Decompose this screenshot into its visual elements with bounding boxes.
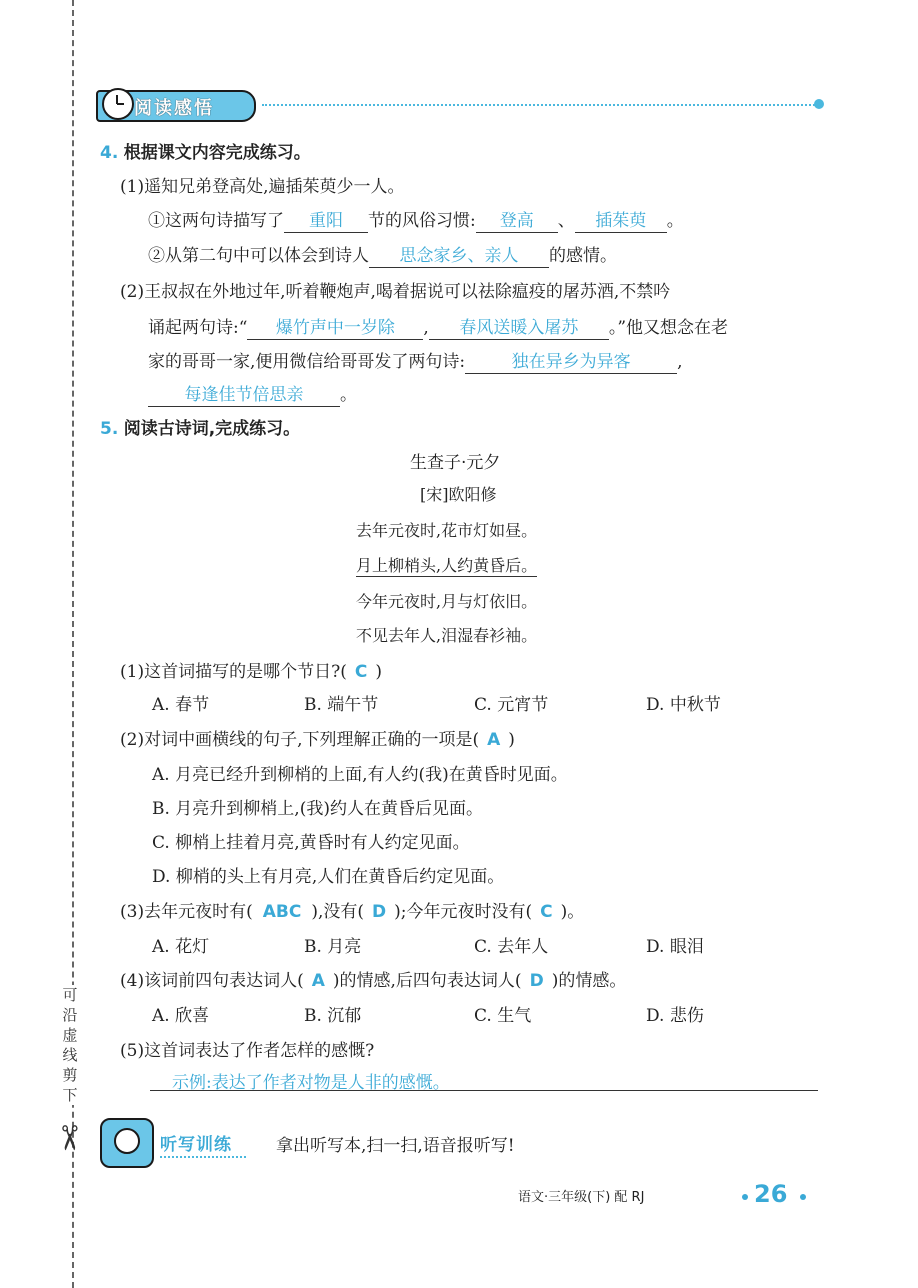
- q5-sub2: (2)对词中画横线的句子,下列理解正确的一项是( A ): [120, 730, 515, 750]
- answer-blank: 登高: [476, 210, 558, 233]
- q4-part1-item2: ②从第二句中可以体会到诗人 思念家乡、亲人 的感情。: [148, 246, 617, 266]
- option: C. 柳梢上挂着月亮,黄昏时有人约定见面。: [152, 833, 470, 853]
- q4-part2-line1: (2)王叔叔在外地过年,听着鞭炮声,喝着据说可以祛除瘟疫的屠苏酒,不禁吟: [120, 282, 671, 302]
- section-header: [96, 84, 836, 124]
- page-dot-left: [742, 1194, 748, 1200]
- clock-icon: [102, 88, 134, 120]
- dictation-divider: [160, 1156, 246, 1158]
- answer-underline: [150, 1090, 818, 1091]
- q4-number: 4.: [100, 143, 119, 163]
- option: C. 元宵节: [474, 695, 549, 715]
- section-badge: [96, 90, 256, 122]
- page-number: 26: [754, 1180, 788, 1208]
- q4-part1-item1: ①这两句诗描写了 重阳 节的风俗习惯: 登高 、 插茱萸 。: [148, 211, 684, 231]
- answer-choice: D: [529, 971, 544, 991]
- answer-choice: ABC: [262, 902, 302, 922]
- answer-blank: 独在异乡为异客: [465, 351, 677, 374]
- q4-part2-line2: 诵起两句诗:“ 爆竹声中一岁除 , 春风送暖入屠苏 。”他又想念在老: [148, 318, 729, 338]
- option: D. 悲伤: [646, 1006, 704, 1026]
- page-dot-right: [800, 1194, 806, 1200]
- q4-part2-line3: 家的哥哥一家,便用微信给哥哥发了两句诗: 独在异乡为异客 ,: [148, 352, 683, 372]
- q5-title: 阅读古诗词,完成练习。: [123, 419, 301, 439]
- q4-part1-prompt: (1)遥知兄弟登高处,遍插茱萸少一人。: [120, 177, 405, 197]
- poem-author: [宋]欧阳修: [420, 485, 497, 504]
- poem-line-underlined: 月上柳梢头,人约黄昏后。: [356, 553, 537, 577]
- option: B. 端午节: [304, 695, 379, 715]
- option: A. 春节: [152, 695, 210, 715]
- answer-blank: 重阳: [284, 210, 368, 233]
- poem-line: 去年元夜时,花市灯如昼。: [356, 521, 538, 540]
- option: D. 眼泪: [646, 937, 704, 957]
- option: D. 柳梢的头上有月亮,人们在黄昏后约定见面。: [152, 867, 505, 887]
- poem-title: 生查子·元夕: [410, 453, 501, 473]
- q5-number: 5.: [100, 419, 119, 439]
- poem-line: 不见去年人,泪湿春衫袖。: [356, 626, 538, 645]
- answer-blank: 每逢佳节倍思亲: [148, 384, 340, 407]
- q4-title: 根据课文内容完成练习。: [123, 143, 311, 163]
- q4-heading: [100, 138, 311, 163]
- answer-choice: A: [487, 730, 501, 750]
- scissors-icon: ✂: [48, 1123, 89, 1153]
- option: B. 月亮: [304, 937, 362, 957]
- q5-sub1: (1)这首词描写的是哪个节日?( C ): [120, 662, 382, 682]
- option: B. 月亮升到柳梢上,(我)约人在黄昏后见面。: [152, 799, 483, 819]
- q5-sub5: (5)这首词表达了作者怎样的感慨?: [120, 1041, 375, 1061]
- poem-line: 今年元夜时,月与灯依旧。: [356, 592, 538, 611]
- answer-blank: 思念家乡、亲人: [369, 245, 549, 268]
- answer-blank: 春风送暖入屠苏: [429, 317, 609, 340]
- answer-blank: 插茱萸: [575, 210, 667, 233]
- option: D. 中秋节: [646, 695, 721, 715]
- answer-choice: A: [311, 971, 325, 991]
- answer-blank: 爆竹声中一岁除: [247, 317, 423, 340]
- section-title: 阅读感悟: [134, 98, 214, 119]
- option: B. 沉郁: [304, 1006, 362, 1026]
- answer-choice: D: [371, 902, 387, 922]
- q5-heading: [100, 414, 300, 439]
- q4-part2-line4: 每逢佳节倍思亲 。: [148, 380, 357, 407]
- option: A. 月亮已经升到柳梢的上面,有人约(我)在黄昏时见面。: [152, 765, 568, 785]
- q5-sub3: (3)去年元夜时有( ABC ),没有( D );今年元夜时没有( C )。: [120, 902, 585, 922]
- headset-icon: [100, 1118, 154, 1168]
- header-divider: [262, 104, 818, 106]
- answer-choice: C: [354, 662, 368, 682]
- q5-sub4: (4)该词前四句表达词人( A )的情感,后四句表达词人( D )的情感。: [120, 971, 627, 991]
- header-divider-end: [814, 99, 824, 109]
- option: C. 去年人: [474, 937, 549, 957]
- answer-choice: C: [540, 902, 553, 922]
- dictation-label: 听写训练: [160, 1135, 232, 1155]
- cut-instruction: 可沿虚线剪下: [58, 985, 82, 1105]
- q5-sub5-answer: 示例:表达了作者对物是人非的感慨。: [172, 1073, 450, 1093]
- book-info: 语文·三年级(下) 配 RJ: [518, 1190, 645, 1205]
- option: A. 花灯: [152, 937, 210, 957]
- option: C. 生气: [474, 1006, 532, 1026]
- dictation-instruction: 拿出听写本,扫一扫,语音报听写!: [276, 1136, 515, 1156]
- option: A. 欣喜: [152, 1006, 210, 1026]
